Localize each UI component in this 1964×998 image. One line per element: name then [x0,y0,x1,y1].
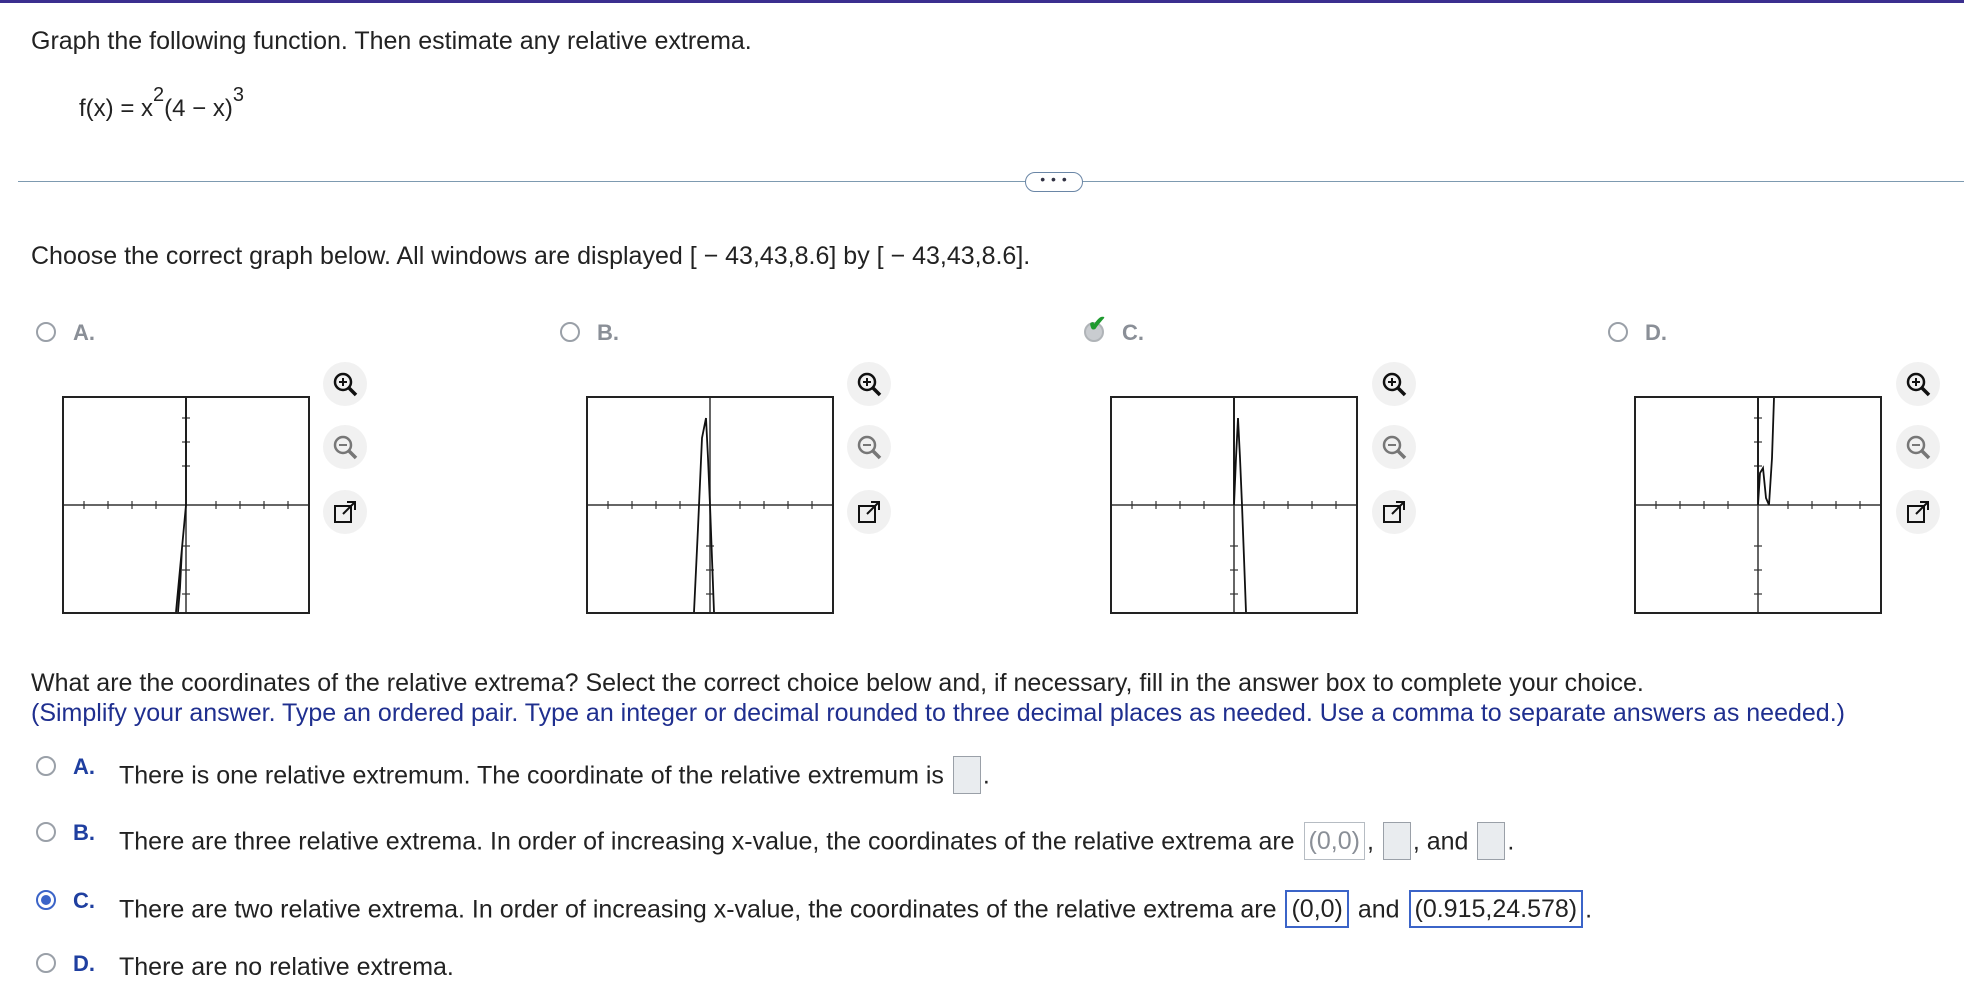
graph-prompt: Choose the correct graph below. All windows are displayed [ − 43,43,8.6] by [ − 43,43,8.6]. [31,242,1031,270]
graph-option-b[interactable] [586,396,834,614]
extrema-hint: (Simplify your answer. Type an ordered pair. Type an integer or decimal rounded to three decimal places as needed. Use a comma to separate answers as needed.) [31,699,1845,727]
extrema-option-a-radio[interactable] [36,756,56,776]
graph-b-zoom-out[interactable] [847,425,891,469]
extrema-option-d-text: There are no relative extrema. [119,953,454,981]
graph-option-b-radio[interactable] [560,322,580,342]
extrema-b-answer-box-2[interactable] [1383,822,1411,860]
extrema-option-d-radio[interactable] [36,953,56,973]
question-prompt: Graph the following function. Then estimate any relative extrema. [31,27,752,55]
graph-c-expand[interactable] [1372,490,1416,534]
section-divider [18,181,1964,182]
extrema-option-c-radio[interactable] [36,890,56,910]
extrema-option-a: There is one relative extremum. The coordinate of the relative extremum is . [119,758,990,796]
graph-option-a[interactable] [62,396,310,614]
popout-icon [855,498,883,526]
zoom-in-icon [331,370,359,398]
extrema-option-c-letter: C. [73,888,95,913]
graph-a-expand[interactable] [323,490,367,534]
graph-option-c[interactable] [1110,396,1358,614]
zoom-out-icon [331,433,359,461]
zoom-out-icon [1380,433,1408,461]
graph-option-a-letter: A. [73,320,95,345]
graph-a-plot [64,398,308,612]
graph-c-plot [1112,398,1356,612]
graph-option-a-radio[interactable] [36,322,56,342]
extrema-b-answer-box-1[interactable]: (0,0) [1304,822,1365,860]
more-button[interactable]: • • • [1025,172,1083,192]
popout-icon [1380,498,1408,526]
graph-a-zoom-in[interactable] [323,362,367,406]
extrema-option-b-letter: B. [73,820,95,845]
graph-b-plot [588,398,832,612]
extrema-c-answer-box-2[interactable]: (0.915,24.578) [1409,890,1584,928]
function-formula: $f(x) = x^2(4 - x)^3$ [79,84,244,122]
graph-c-zoom-out[interactable] [1372,425,1416,469]
zoom-in-icon [855,370,883,398]
extrema-option-c: There are two relative extrema. In order of increasing x-value, the coordinates of the relative extrema are (0,0) and (0.915,24.578) . [119,892,1592,930]
zoom-out-icon [855,433,883,461]
graph-d-plot [1636,398,1880,612]
graph-d-expand[interactable] [1896,490,1940,534]
zoom-in-icon [1904,370,1932,398]
graph-c-zoom-in[interactable] [1372,362,1416,406]
popout-icon [331,498,359,526]
graph-d-zoom-in[interactable] [1896,362,1940,406]
zoom-out-icon [1904,433,1932,461]
extrema-b-answer-box-3[interactable] [1477,822,1505,860]
graph-option-d-radio[interactable] [1608,322,1628,342]
graph-option-d-letter: D. [1645,320,1667,345]
correct-check-icon: ✔ [1088,311,1107,336]
extrema-option-a-text: There is one relative extremum. The coordinate of the relative extremum is [119,761,944,790]
top-accent-bar [0,0,1964,3]
extrema-option-d-letter: D. [73,951,95,976]
graph-b-expand[interactable] [847,490,891,534]
extrema-option-b-radio[interactable] [36,822,56,842]
graph-d-zoom-out[interactable] [1896,425,1940,469]
graph-a-zoom-out[interactable] [323,425,367,469]
graph-option-c-letter: C. [1122,320,1144,345]
extrema-option-b: There are three relative extrema. In order of increasing x-value, the coordinates of the relative extrema are (0,0) , , and . [119,824,1514,862]
extrema-a-answer-box[interactable] [953,756,981,794]
graph-b-zoom-in[interactable] [847,362,891,406]
zoom-in-icon [1380,370,1408,398]
extrema-option-c-text: There are two relative extrema. In order of increasing x-value, the coordinates of the relative extrema are [119,895,1277,924]
extrema-option-a-letter: A. [73,754,95,779]
extrema-option-b-text: There are three relative extrema. In order of increasing x-value, the coordinates of the relative extrema are [119,827,1295,856]
popout-icon [1904,498,1932,526]
graph-option-b-letter: B. [597,320,619,345]
graph-option-d[interactable] [1634,396,1882,614]
extrema-c-answer-box-1[interactable]: (0,0) [1285,890,1348,928]
extrema-prompt: What are the coordinates of the relative extrema? Select the correct choice below and, if necessary, fill in the answer box to complete your choice. [31,669,1644,697]
